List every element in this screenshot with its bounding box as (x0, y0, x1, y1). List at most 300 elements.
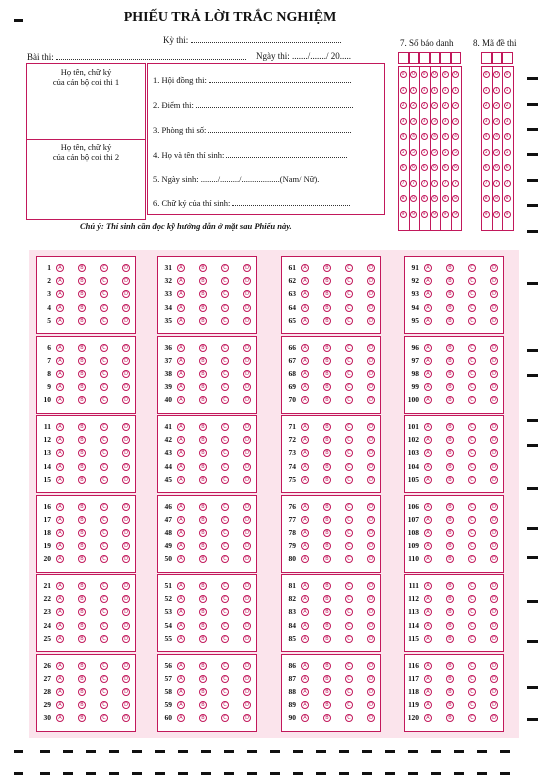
answer-bubble[interactable]: D (490, 622, 498, 630)
answer-bubble[interactable]: A (424, 370, 432, 378)
sbd-digit-bubble[interactable]: 0 (410, 71, 417, 78)
answer-bubble[interactable]: D (122, 516, 130, 524)
answer-bubble[interactable]: C (345, 383, 353, 391)
answer-bubble[interactable]: D (490, 264, 498, 272)
answer-bubble[interactable]: D (490, 396, 498, 404)
sbd-digit-bubble[interactable]: 1 (452, 87, 459, 94)
sbd-digit-bubble[interactable]: 5 (442, 149, 449, 156)
answer-bubble[interactable]: A (424, 357, 432, 365)
answer-bubble[interactable]: D (122, 436, 130, 444)
answer-bubble[interactable]: B (446, 449, 454, 457)
info-field[interactable] (153, 74, 351, 85)
answer-bubble[interactable]: C (221, 423, 229, 431)
answer-bubble[interactable]: A (177, 396, 185, 404)
answer-bubble[interactable]: D (243, 701, 251, 709)
answer-bubble[interactable]: D (367, 582, 375, 590)
answer-bubble[interactable]: C (100, 463, 108, 471)
made-write-cell[interactable] (481, 52, 492, 64)
made-digit-bubble[interactable]: 9 (504, 211, 511, 218)
answer-bubble[interactable]: A (424, 304, 432, 312)
answer-bubble[interactable]: B (199, 317, 207, 325)
answer-bubble[interactable]: D (367, 449, 375, 457)
exam-field[interactable] (163, 34, 341, 45)
answer-bubble[interactable]: B (323, 688, 331, 696)
answer-bubble[interactable]: D (490, 635, 498, 643)
sbd-digit-bubble[interactable]: 6 (452, 164, 459, 171)
answer-bubble[interactable]: B (78, 463, 86, 471)
answer-bubble[interactable]: C (468, 423, 476, 431)
answer-bubble[interactable]: C (345, 675, 353, 683)
answer-bubble[interactable]: B (323, 344, 331, 352)
answer-bubble[interactable]: C (345, 357, 353, 365)
made-digit-bubble[interactable]: 4 (493, 133, 500, 140)
answer-bubble[interactable]: B (323, 622, 331, 630)
answer-bubble[interactable]: A (424, 396, 432, 404)
answer-bubble[interactable]: B (199, 542, 207, 550)
answer-bubble[interactable]: D (490, 555, 498, 563)
answer-bubble[interactable]: A (56, 304, 64, 312)
answer-bubble[interactable]: C (221, 436, 229, 444)
answer-bubble[interactable]: B (199, 608, 207, 616)
answer-bubble[interactable]: A (301, 370, 309, 378)
answer-bubble[interactable]: C (468, 357, 476, 365)
answer-bubble[interactable]: C (100, 503, 108, 511)
answer-bubble[interactable]: D (122, 503, 130, 511)
answer-bubble[interactable]: C (468, 370, 476, 378)
answer-bubble[interactable]: D (243, 675, 251, 683)
answer-bubble[interactable]: C (468, 476, 476, 484)
made-digit-bubble[interactable]: 3 (504, 118, 511, 125)
answer-bubble[interactable]: A (177, 529, 185, 537)
answer-bubble[interactable]: B (199, 503, 207, 511)
answer-bubble[interactable]: A (301, 277, 309, 285)
answer-bubble[interactable]: A (56, 383, 64, 391)
answer-bubble[interactable]: B (78, 370, 86, 378)
answer-bubble[interactable]: D (243, 463, 251, 471)
answer-bubble[interactable]: B (78, 423, 86, 431)
info-field[interactable] (153, 99, 353, 110)
answer-bubble[interactable]: C (221, 675, 229, 683)
answer-bubble[interactable]: A (56, 370, 64, 378)
answer-bubble[interactable]: D (490, 701, 498, 709)
sbd-digit-bubble[interactable]: 2 (410, 102, 417, 109)
sbd-write-cell[interactable] (409, 52, 420, 64)
answer-bubble[interactable]: A (424, 555, 432, 563)
made-digit-bubble[interactable]: 4 (504, 133, 511, 140)
answer-bubble[interactable]: A (301, 436, 309, 444)
answer-bubble[interactable]: A (301, 396, 309, 404)
answer-bubble[interactable]: C (345, 290, 353, 298)
answer-bubble[interactable]: B (78, 476, 86, 484)
answer-bubble[interactable]: C (100, 622, 108, 630)
answer-bubble[interactable]: A (177, 344, 185, 352)
sbd-digit-bubble[interactable]: 5 (421, 149, 428, 156)
answer-bubble[interactable]: A (177, 463, 185, 471)
answer-bubble[interactable]: B (446, 370, 454, 378)
answer-bubble[interactable]: D (122, 701, 130, 709)
answer-bubble[interactable]: A (56, 662, 64, 670)
answer-bubble[interactable]: A (424, 463, 432, 471)
answer-bubble[interactable]: B (446, 423, 454, 431)
answer-bubble[interactable]: D (122, 555, 130, 563)
answer-bubble[interactable]: C (100, 277, 108, 285)
answer-bubble[interactable]: B (78, 396, 86, 404)
answer-bubble[interactable]: C (221, 357, 229, 365)
answer-bubble[interactable]: B (446, 317, 454, 325)
answer-bubble[interactable]: C (221, 317, 229, 325)
answer-bubble[interactable]: D (490, 476, 498, 484)
answer-bubble[interactable]: C (468, 290, 476, 298)
answer-bubble[interactable]: B (323, 516, 331, 524)
answer-bubble[interactable]: D (367, 701, 375, 709)
info-field[interactable] (153, 124, 351, 135)
answer-bubble[interactable]: C (468, 449, 476, 457)
answer-bubble[interactable]: D (243, 277, 251, 285)
answer-bubble[interactable]: C (468, 555, 476, 563)
sbd-digit-bubble[interactable]: 4 (452, 133, 459, 140)
answer-bubble[interactable]: C (100, 635, 108, 643)
sbd-digit-bubble[interactable]: 3 (400, 118, 407, 125)
answer-bubble[interactable]: A (177, 582, 185, 590)
sbd-digit-bubble[interactable]: 8 (431, 195, 438, 202)
sbd-digit-bubble[interactable]: 6 (431, 164, 438, 171)
answer-bubble[interactable]: C (345, 317, 353, 325)
made-digit-bubble[interactable]: 2 (493, 102, 500, 109)
answer-bubble[interactable]: B (78, 516, 86, 524)
answer-bubble[interactable]: B (446, 357, 454, 365)
answer-bubble[interactable]: C (345, 449, 353, 457)
answer-bubble[interactable]: B (199, 290, 207, 298)
answer-bubble[interactable]: C (221, 529, 229, 537)
answer-bubble[interactable]: B (199, 635, 207, 643)
answer-bubble[interactable]: B (78, 608, 86, 616)
answer-bubble[interactable]: D (367, 304, 375, 312)
answer-bubble[interactable]: A (301, 582, 309, 590)
answer-bubble[interactable]: A (301, 555, 309, 563)
answer-bubble[interactable]: A (56, 635, 64, 643)
answer-bubble[interactable]: A (177, 423, 185, 431)
answer-bubble[interactable]: C (100, 370, 108, 378)
answer-bubble[interactable]: A (56, 675, 64, 683)
answer-bubble[interactable]: B (323, 317, 331, 325)
answer-bubble[interactable]: D (490, 383, 498, 391)
answer-bubble[interactable]: C (345, 555, 353, 563)
answer-bubble[interactable]: B (446, 714, 454, 722)
answer-bubble[interactable]: C (221, 622, 229, 630)
answer-bubble[interactable]: A (301, 542, 309, 550)
sbd-digit-bubble[interactable]: 7 (442, 180, 449, 187)
sbd-digit-bubble[interactable]: 9 (431, 211, 438, 218)
answer-bubble[interactable]: B (78, 357, 86, 365)
answer-bubble[interactable]: A (424, 635, 432, 643)
answer-bubble[interactable]: C (345, 370, 353, 378)
answer-bubble[interactable]: C (100, 317, 108, 325)
answer-bubble[interactable]: A (301, 675, 309, 683)
answer-bubble[interactable]: A (301, 635, 309, 643)
answer-bubble[interactable]: B (78, 701, 86, 709)
answer-bubble[interactable]: C (100, 423, 108, 431)
answer-bubble[interactable]: B (323, 635, 331, 643)
answer-bubble[interactable]: B (199, 304, 207, 312)
answer-bubble[interactable]: A (177, 277, 185, 285)
answer-bubble[interactable]: D (367, 383, 375, 391)
answer-bubble[interactable]: D (243, 582, 251, 590)
answer-bubble[interactable]: D (367, 423, 375, 431)
answer-bubble[interactable]: C (468, 277, 476, 285)
answer-bubble[interactable]: D (490, 595, 498, 603)
answer-bubble[interactable]: B (446, 503, 454, 511)
answer-bubble[interactable]: A (301, 662, 309, 670)
answer-bubble[interactable]: D (367, 317, 375, 325)
sbd-digit-bubble[interactable]: 2 (442, 102, 449, 109)
made-digit-bubble[interactable]: 5 (493, 149, 500, 156)
sbd-digit-bubble[interactable]: 4 (442, 133, 449, 140)
answer-bubble[interactable]: B (199, 476, 207, 484)
answer-bubble[interactable]: B (323, 290, 331, 298)
made-digit-bubble[interactable]: 3 (493, 118, 500, 125)
answer-bubble[interactable]: D (122, 370, 130, 378)
answer-bubble[interactable]: B (323, 675, 331, 683)
answer-bubble[interactable]: D (243, 436, 251, 444)
sbd-digit-bubble[interactable]: 7 (431, 180, 438, 187)
made-digit-bubble[interactable]: 2 (483, 102, 490, 109)
sbd-digit-bubble[interactable]: 3 (452, 118, 459, 125)
answer-bubble[interactable]: B (323, 383, 331, 391)
made-digit-bubble[interactable]: 5 (504, 149, 511, 156)
answer-bubble[interactable]: C (221, 542, 229, 550)
answer-bubble[interactable]: C (100, 701, 108, 709)
answer-bubble[interactable]: D (243, 383, 251, 391)
answer-bubble[interactable]: C (468, 608, 476, 616)
answer-bubble[interactable]: C (468, 701, 476, 709)
answer-bubble[interactable]: C (345, 542, 353, 550)
sbd-digit-bubble[interactable]: 9 (442, 211, 449, 218)
answer-bubble[interactable]: A (301, 449, 309, 457)
answer-bubble[interactable]: B (446, 304, 454, 312)
answer-bubble[interactable]: A (301, 317, 309, 325)
sbd-digit-bubble[interactable]: 5 (431, 149, 438, 156)
answer-bubble[interactable]: A (56, 277, 64, 285)
sbd-digit-bubble[interactable]: 8 (400, 195, 407, 202)
answer-bubble[interactable]: B (446, 476, 454, 484)
answer-bubble[interactable]: D (243, 370, 251, 378)
answer-bubble[interactable]: C (468, 463, 476, 471)
answer-bubble[interactable]: B (446, 516, 454, 524)
answer-bubble[interactable]: D (490, 662, 498, 670)
answer-bubble[interactable]: A (301, 701, 309, 709)
answer-bubble[interactable]: D (122, 608, 130, 616)
made-digit-bubble[interactable]: 7 (493, 180, 500, 187)
answer-bubble[interactable]: D (367, 463, 375, 471)
answer-bubble[interactable]: C (345, 344, 353, 352)
answer-bubble[interactable]: A (424, 344, 432, 352)
answer-bubble[interactable]: C (221, 476, 229, 484)
answer-bubble[interactable]: B (78, 688, 86, 696)
answer-bubble[interactable]: B (323, 529, 331, 537)
sbd-digit-bubble[interactable]: 4 (421, 133, 428, 140)
answer-bubble[interactable]: A (56, 555, 64, 563)
answer-bubble[interactable]: C (345, 714, 353, 722)
answer-bubble[interactable]: B (446, 290, 454, 298)
answer-bubble[interactable]: D (490, 370, 498, 378)
answer-bubble[interactable]: C (221, 290, 229, 298)
answer-bubble[interactable]: A (56, 542, 64, 550)
answer-bubble[interactable]: D (367, 608, 375, 616)
answer-bubble[interactable]: B (199, 370, 207, 378)
answer-bubble[interactable]: A (56, 317, 64, 325)
answer-bubble[interactable]: D (243, 635, 251, 643)
answer-bubble[interactable]: A (177, 714, 185, 722)
answer-bubble[interactable]: B (199, 622, 207, 630)
answer-bubble[interactable]: C (221, 516, 229, 524)
answer-bubble[interactable]: D (367, 555, 375, 563)
answer-bubble[interactable]: C (345, 608, 353, 616)
answer-bubble[interactable]: A (301, 608, 309, 616)
answer-bubble[interactable]: A (301, 714, 309, 722)
answer-bubble[interactable]: A (177, 357, 185, 365)
answer-bubble[interactable]: D (122, 476, 130, 484)
sbd-write-cell[interactable] (430, 52, 441, 64)
sbd-write-cell[interactable] (451, 52, 462, 64)
answer-bubble[interactable]: B (446, 396, 454, 404)
answer-bubble[interactable]: A (301, 357, 309, 365)
answer-bubble[interactable]: D (243, 555, 251, 563)
sbd-digit-bubble[interactable]: 5 (452, 149, 459, 156)
sbd-digit-bubble[interactable]: 9 (410, 211, 417, 218)
answer-bubble[interactable]: D (243, 449, 251, 457)
answer-bubble[interactable]: B (78, 555, 86, 563)
sbd-digit-bubble[interactable]: 6 (442, 164, 449, 171)
answer-bubble[interactable]: A (177, 436, 185, 444)
answer-bubble[interactable]: C (221, 701, 229, 709)
answer-bubble[interactable]: B (446, 582, 454, 590)
answer-bubble[interactable]: D (490, 714, 498, 722)
sbd-digit-bubble[interactable]: 4 (410, 133, 417, 140)
answer-bubble[interactable]: B (323, 463, 331, 471)
answer-bubble[interactable]: C (100, 383, 108, 391)
answer-bubble[interactable]: B (323, 436, 331, 444)
answer-bubble[interactable]: B (323, 701, 331, 709)
answer-bubble[interactable]: B (446, 688, 454, 696)
answer-bubble[interactable]: D (122, 675, 130, 683)
answer-bubble[interactable]: C (221, 555, 229, 563)
answer-bubble[interactable]: D (490, 449, 498, 457)
sbd-write-cell[interactable] (419, 52, 430, 64)
answer-bubble[interactable]: A (424, 290, 432, 298)
answer-bubble[interactable]: B (446, 463, 454, 471)
answer-bubble[interactable]: B (323, 423, 331, 431)
answer-bubble[interactable]: D (243, 264, 251, 272)
answer-bubble[interactable]: C (468, 503, 476, 511)
made-digit-bubble[interactable]: 6 (493, 164, 500, 171)
answer-bubble[interactable]: B (78, 277, 86, 285)
answer-bubble[interactable]: A (56, 344, 64, 352)
sbd-digit-bubble[interactable]: 5 (400, 149, 407, 156)
answer-bubble[interactable]: A (301, 423, 309, 431)
answer-bubble[interactable]: C (221, 503, 229, 511)
answer-bubble[interactable]: A (424, 449, 432, 457)
answer-bubble[interactable]: D (367, 503, 375, 511)
answer-bubble[interactable]: C (100, 608, 108, 616)
answer-bubble[interactable]: C (100, 555, 108, 563)
answer-bubble[interactable]: A (424, 595, 432, 603)
answer-bubble[interactable]: B (78, 529, 86, 537)
made-digit-bubble[interactable]: 6 (483, 164, 490, 171)
made-digit-bubble[interactable]: 1 (483, 87, 490, 94)
subject-field[interactable] (27, 51, 246, 62)
sbd-digit-bubble[interactable]: 2 (452, 102, 459, 109)
answer-bubble[interactable]: A (424, 516, 432, 524)
answer-bubble[interactable]: C (345, 622, 353, 630)
answer-bubble[interactable]: C (468, 595, 476, 603)
answer-bubble[interactable]: B (78, 542, 86, 550)
answer-bubble[interactable]: D (122, 662, 130, 670)
answer-bubble[interactable]: B (199, 383, 207, 391)
answer-bubble[interactable]: D (122, 463, 130, 471)
answer-bubble[interactable]: C (345, 516, 353, 524)
answer-bubble[interactable]: A (301, 344, 309, 352)
sbd-digit-bubble[interactable]: 8 (421, 195, 428, 202)
answer-bubble[interactable]: C (468, 622, 476, 630)
answer-bubble[interactable]: B (78, 290, 86, 298)
answer-bubble[interactable]: C (468, 383, 476, 391)
answer-bubble[interactable]: B (446, 277, 454, 285)
answer-bubble[interactable]: B (446, 542, 454, 550)
made-digit-bubble[interactable]: 9 (483, 211, 490, 218)
answer-bubble[interactable]: B (446, 264, 454, 272)
answer-bubble[interactable]: B (199, 357, 207, 365)
answer-bubble[interactable]: D (243, 516, 251, 524)
answer-bubble[interactable]: A (56, 463, 64, 471)
answer-bubble[interactable]: C (345, 436, 353, 444)
answer-bubble[interactable]: A (301, 383, 309, 391)
sbd-digit-bubble[interactable]: 0 (431, 71, 438, 78)
sbd-digit-bubble[interactable]: 6 (410, 164, 417, 171)
answer-bubble[interactable]: C (221, 463, 229, 471)
answer-bubble[interactable]: B (78, 662, 86, 670)
answer-bubble[interactable]: B (323, 396, 331, 404)
sbd-digit-bubble[interactable]: 1 (421, 87, 428, 94)
answer-bubble[interactable]: B (199, 423, 207, 431)
answer-bubble[interactable]: C (221, 396, 229, 404)
answer-bubble[interactable]: D (122, 635, 130, 643)
answer-bubble[interactable]: C (468, 635, 476, 643)
answer-bubble[interactable]: A (177, 595, 185, 603)
answer-bubble[interactable]: B (199, 688, 207, 696)
answer-bubble[interactable]: C (221, 662, 229, 670)
answer-bubble[interactable]: D (243, 344, 251, 352)
answer-bubble[interactable]: D (243, 503, 251, 511)
answer-bubble[interactable]: D (122, 622, 130, 630)
sbd-digit-bubble[interactable]: 2 (400, 102, 407, 109)
answer-bubble[interactable]: A (424, 608, 432, 616)
answer-bubble[interactable]: B (446, 608, 454, 616)
answer-bubble[interactable]: C (100, 675, 108, 683)
answer-bubble[interactable]: C (345, 277, 353, 285)
made-write-cell[interactable] (492, 52, 503, 64)
answer-bubble[interactable]: D (243, 714, 251, 722)
sbd-digit-bubble[interactable]: 8 (452, 195, 459, 202)
answer-bubble[interactable]: A (56, 476, 64, 484)
answer-bubble[interactable]: D (367, 476, 375, 484)
answer-bubble[interactable]: D (367, 675, 375, 683)
answer-bubble[interactable]: A (56, 516, 64, 524)
sbd-digit-bubble[interactable]: 4 (431, 133, 438, 140)
answer-bubble[interactable]: B (323, 449, 331, 457)
answer-bubble[interactable]: D (490, 529, 498, 537)
answer-bubble[interactable]: D (490, 317, 498, 325)
answer-bubble[interactable]: D (490, 290, 498, 298)
